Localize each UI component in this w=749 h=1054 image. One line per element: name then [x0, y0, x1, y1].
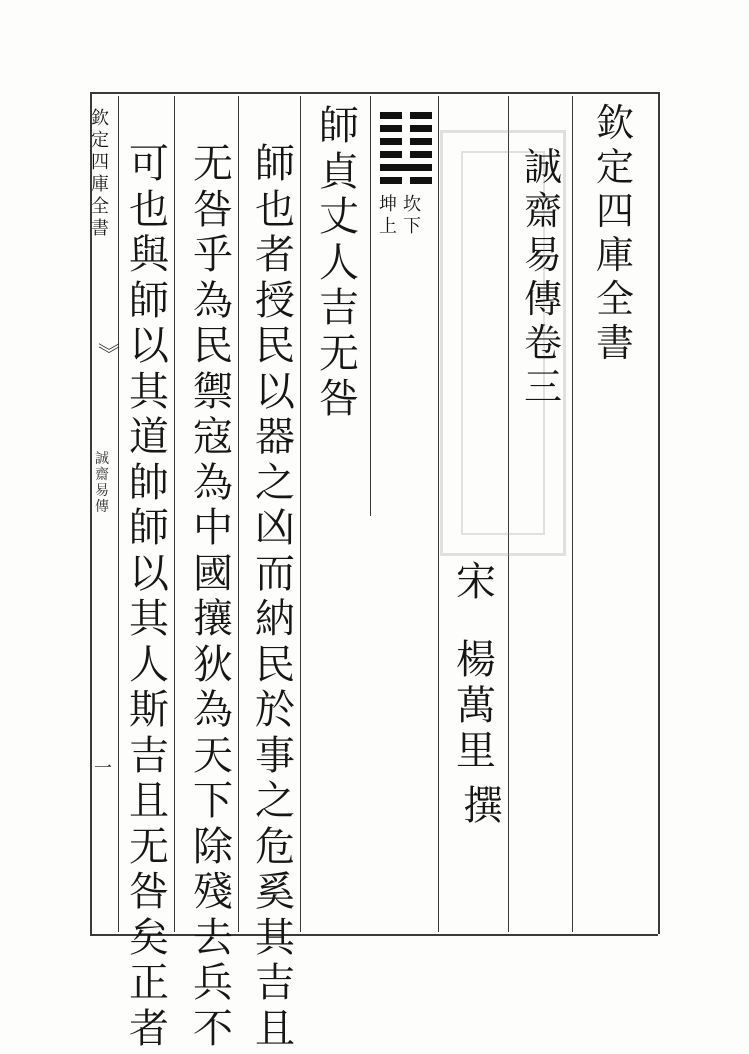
author-role: 撰 [463, 783, 503, 829]
judgment-text: 師 貞 丈 人 吉 无 咎 [319, 103, 359, 422]
hexagram-line [380, 177, 432, 184]
column-rule [438, 96, 439, 932]
column-rule [572, 96, 573, 932]
page-number: 一 [94, 758, 112, 779]
hexagram-line [380, 125, 432, 132]
fishtail-mark-icon: ︾ [98, 343, 121, 368]
hexagram-line [380, 151, 432, 158]
commentary-column-1: 師 也 者 授 民 以 器 之 凶 而 納 民 於 事 之 危 奚 其 吉 且 [255, 141, 295, 1052]
commentary-column-3: 可 也 與 師 以 其 道 帥 師 以 其 人 斯 吉 且 无 咎 矣 正 者 [129, 141, 169, 1052]
column-rule [118, 96, 119, 932]
margin-collection-title: 欽 定 四 庫 全 書 [91, 108, 109, 239]
border-right [658, 92, 660, 934]
commentary-column-2: 无 咎 乎 為 民 禦 寇 為 中 國 攘 狄 為 天 下 除 殘 去 兵 不 [193, 141, 233, 1052]
author-name: 楊 萬 里 [456, 637, 496, 774]
hexagram-upper-trigram: 坤 上 [379, 194, 397, 237]
hexagram-line [380, 138, 432, 145]
shi-hexagram-icon [380, 112, 432, 190]
collection-title: 欽 定 四 庫 全 書 [595, 101, 634, 365]
hexagram-lower-trigram: 坎 下 [403, 194, 421, 237]
column-rule [370, 96, 371, 516]
book-title: 誠 齋 易 傳 卷 三 [523, 145, 562, 409]
author-dynasty: 宋 [456, 559, 496, 605]
border-top [90, 92, 658, 94]
hexagram-line [380, 112, 432, 119]
hexagram-line [380, 164, 432, 171]
margin-book-title: 誠 齋 易 傳 [95, 451, 109, 515]
